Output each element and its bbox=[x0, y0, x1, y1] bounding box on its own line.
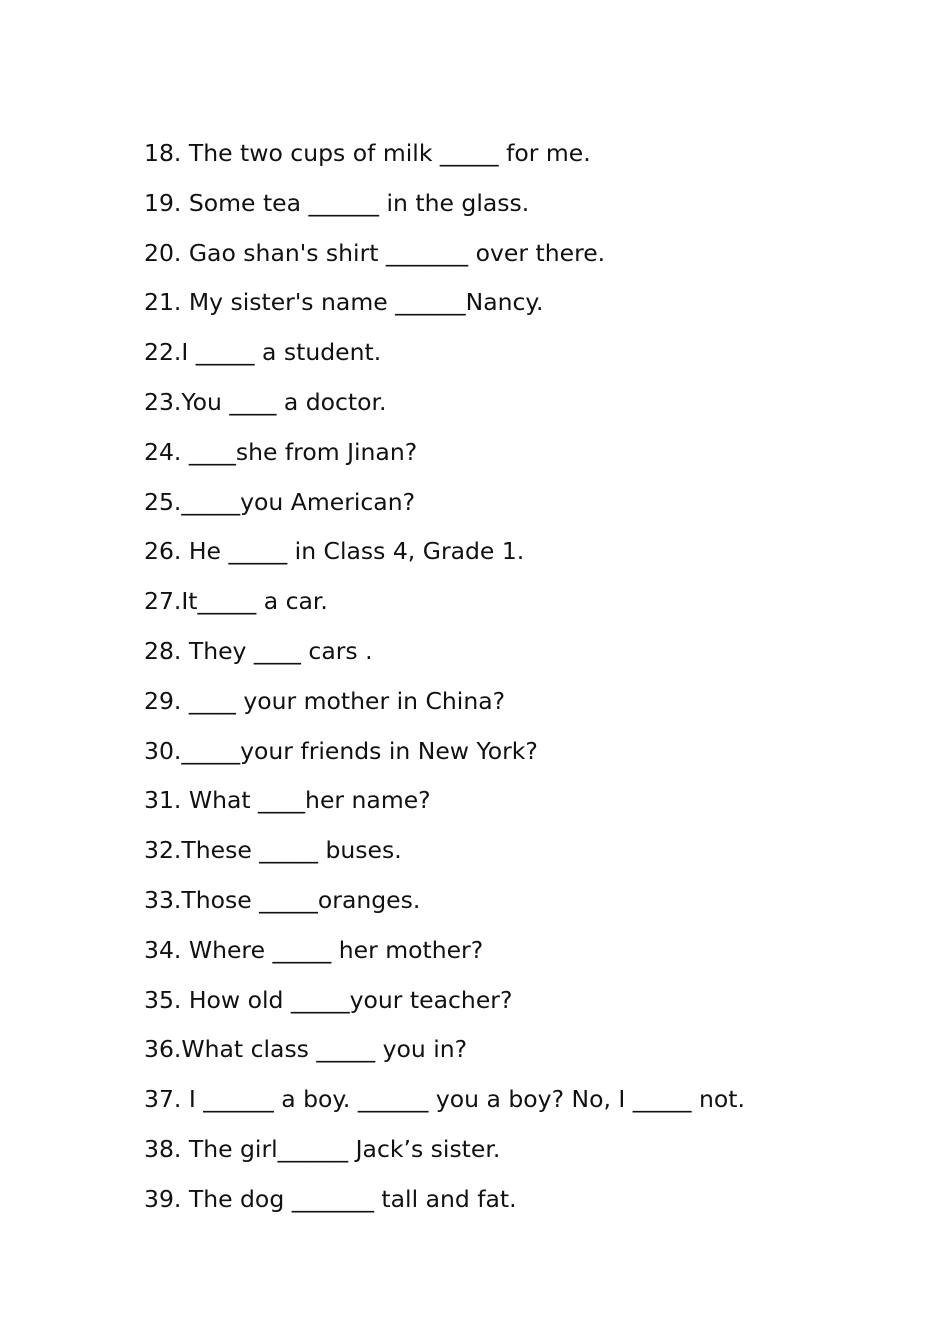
exercise-28: 28. They ____ cars . bbox=[144, 636, 373, 665]
exercise-18: 18. The two cups of milk _____ for me. bbox=[144, 139, 591, 167]
exercise-26: 26. He _____ in Class 4, Grade 1. bbox=[144, 537, 525, 566]
exercise-31: 31. What ____her name? bbox=[144, 786, 431, 815]
exercise-29: 29. ____ your mother in China? bbox=[144, 686, 506, 715]
exercise-23: 23.You ____ a doctor. bbox=[144, 387, 387, 416]
exercise-35: 35. How old _____your teacher? bbox=[144, 985, 513, 1014]
exercise-37: 37. I ______ a boy. ______ you a boy? No, I _____ not. bbox=[144, 1085, 745, 1114]
exercise-24: 24. ____she from Jinan? bbox=[144, 437, 418, 466]
exercise-25: 25._____you American? bbox=[144, 487, 416, 516]
exercise-32: 32.These _____ buses. bbox=[144, 836, 402, 865]
exercise-27: 27.It_____ a car. bbox=[144, 587, 328, 616]
exercise-30: 30._____your friends in New York? bbox=[144, 736, 538, 765]
exercise-36: 36.What class _____ you in? bbox=[144, 1035, 468, 1064]
exercise-list bbox=[144, 129, 745, 1225]
exercise-39: 39. The dog _______ tall and fat. bbox=[144, 1184, 517, 1213]
exercise-38: 38. The girl______ Jack’s sister. bbox=[144, 1134, 501, 1163]
exercise-33: 33.Those _____oranges. bbox=[144, 885, 421, 914]
exercise-19: 19. Some tea ______ in the glass. bbox=[144, 188, 530, 217]
exercise-22: 22.I _____ a student. bbox=[144, 338, 382, 367]
exercise-34: 34. Where _____ her mother? bbox=[144, 935, 484, 964]
exercise-21: 21. My sister's name ______Nancy. bbox=[144, 288, 544, 317]
exercise-20: 20. Gao shan's shirt _______ over there. bbox=[144, 238, 606, 267]
